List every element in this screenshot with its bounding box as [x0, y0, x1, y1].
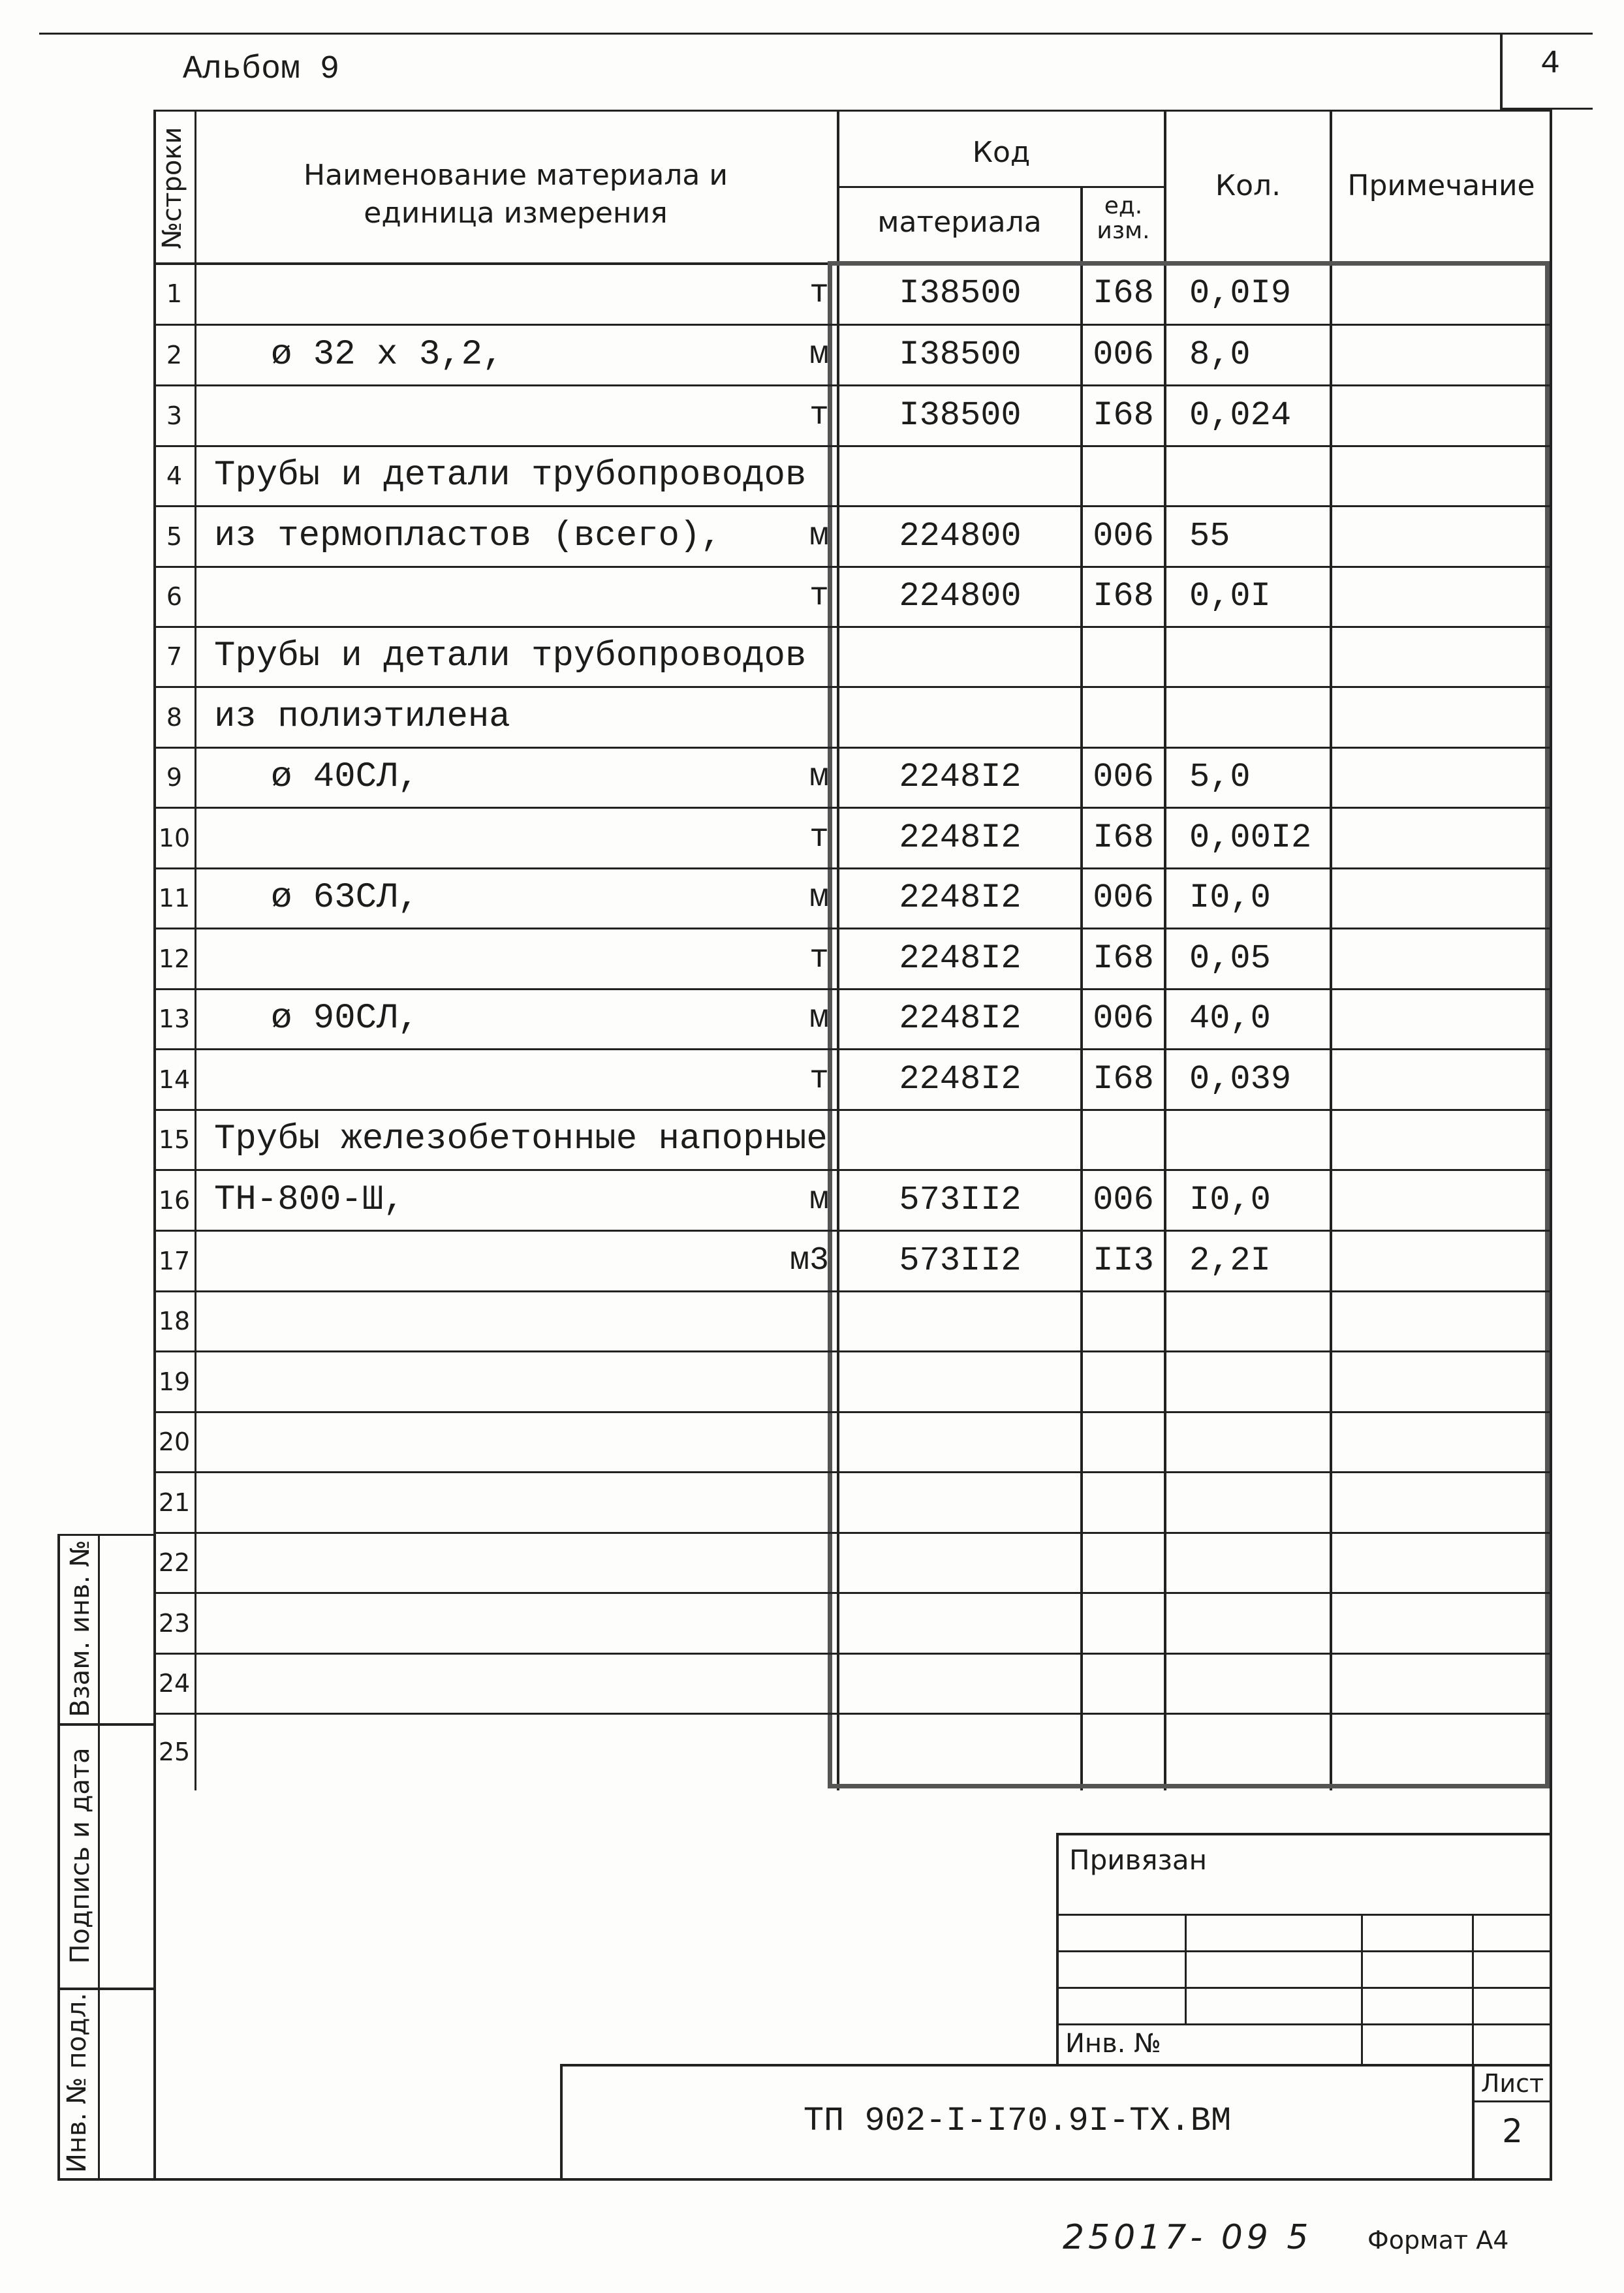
unit-code: 006 — [1093, 879, 1154, 917]
binding-box-top — [1057, 1833, 1552, 1835]
row-number: 15 — [158, 1125, 191, 1154]
header-qty: Кол. — [1215, 169, 1281, 202]
unit-code: 006 — [1093, 758, 1154, 796]
sheet-label: Лист — [1480, 2069, 1544, 2098]
row-divider — [153, 747, 1552, 749]
quantity: 2,2I — [1189, 1241, 1271, 1280]
quantity: 8,0 — [1189, 335, 1251, 374]
row-divider — [153, 566, 1552, 568]
quantity: I0,0 — [1189, 879, 1271, 917]
row-number: 10 — [158, 823, 191, 852]
material-name: Трубы и детали трубопроводов — [214, 636, 807, 676]
unit-code: I68 — [1093, 396, 1154, 435]
quantity: I0,0 — [1189, 1180, 1271, 1219]
header-name: Наименование материала и единица измерения — [304, 159, 728, 230]
material-name: Трубы железобетонные напорные — [214, 1119, 828, 1159]
quantity: 0,0I9 — [1189, 274, 1292, 313]
side-stamp-sep-1 — [57, 1723, 155, 1726]
row-number: 20 — [158, 1427, 191, 1456]
row-number: 5 — [166, 522, 183, 551]
binding-grid-line-2 — [1057, 1950, 1552, 1952]
binding-label: Привязан — [1069, 1844, 1208, 1876]
material-code: 2248I2 — [899, 939, 1022, 978]
material-name: из термопластов (всего), — [214, 516, 722, 556]
side-stamp-left — [57, 1534, 60, 2180]
binding-grid-line-1 — [1057, 1914, 1552, 1916]
row-number: 1 — [166, 279, 183, 308]
quantity: 0,0I — [1189, 577, 1271, 616]
row-divider — [153, 928, 1552, 929]
row-number: 17 — [158, 1246, 191, 1275]
row-number: 25 — [158, 1738, 191, 1766]
material-code: 2248I2 — [899, 999, 1022, 1038]
row-divider — [153, 1169, 1552, 1171]
unit-label: т — [809, 939, 829, 977]
header-code-unit: ед. изм. — [1097, 193, 1150, 244]
sheet-number-top: 4 — [1540, 46, 1560, 83]
quantity: 0,05 — [1189, 939, 1271, 978]
binding-grid-col-3 — [1472, 1914, 1474, 2066]
unit-label: м — [809, 517, 829, 555]
row-divider — [153, 807, 1552, 809]
unit-label: м — [809, 758, 829, 796]
unit-label: м — [809, 879, 829, 916]
row-number: 6 — [166, 582, 183, 611]
binding-box-left — [1056, 1833, 1059, 2066]
unit-code: I68 — [1093, 274, 1154, 313]
material-name: ТН-800-Ш, — [214, 1179, 405, 1220]
quantity: 5,0 — [1189, 758, 1251, 796]
row-number: 18 — [158, 1307, 191, 1335]
quantity: 0,039 — [1189, 1059, 1292, 1099]
quantity: 0,024 — [1189, 396, 1292, 435]
row-divider — [153, 1350, 1552, 1352]
header-row-no: №строки — [157, 127, 187, 249]
row-number: 23 — [158, 1608, 191, 1638]
unit-code: II3 — [1093, 1241, 1154, 1280]
row-number: 12 — [158, 944, 191, 973]
row-divider — [153, 867, 1552, 869]
unit-code: 006 — [1093, 516, 1154, 555]
archive-number: 25017- 09 5 — [1063, 2218, 1313, 2257]
row-divider — [153, 1592, 1552, 1594]
material-name: ø 63СЛ, — [271, 878, 419, 918]
material-name: Трубы и детали трубопроводов — [214, 456, 807, 495]
material-name: из полиэтилена — [214, 696, 510, 737]
row-number: 7 — [166, 642, 183, 671]
row-divider — [153, 324, 1552, 326]
row-number: 9 — [166, 763, 183, 792]
col-line-rowno — [195, 110, 196, 1790]
unit-code: I68 — [1093, 1059, 1154, 1099]
row-number: 16 — [158, 1185, 191, 1215]
header-code-material: материала — [877, 206, 1042, 239]
material-code: 573II2 — [899, 1180, 1022, 1219]
material-code: I38500 — [899, 396, 1022, 435]
signature-date-label: Подпись и дата — [65, 1747, 95, 1964]
unit-label: т — [809, 578, 829, 615]
row-divider — [153, 1532, 1552, 1534]
row-divider — [153, 445, 1552, 447]
unit-code: 006 — [1093, 335, 1154, 374]
row-divider — [153, 988, 1552, 990]
frame-bottom — [153, 2178, 1552, 2181]
replaced-inv-label: Взам. инв. № — [65, 1540, 95, 1717]
material-code: 2248I2 — [899, 1059, 1022, 1099]
unit-label: т — [809, 396, 829, 434]
header-note: Примечание — [1347, 169, 1535, 202]
material-name: ø 90СЛ, — [271, 999, 419, 1038]
material-code: 2248I2 — [899, 818, 1022, 857]
row-number: 8 — [166, 702, 183, 732]
quantity: 0,00I2 — [1189, 818, 1312, 857]
frame-top — [153, 110, 1552, 112]
unit-label: м — [809, 1181, 829, 1219]
row-divider — [153, 384, 1552, 386]
material-name: ø 40СЛ, — [271, 757, 419, 797]
row-divider — [153, 1109, 1552, 1111]
row-divider — [153, 626, 1552, 628]
code-subheader-line — [838, 186, 1165, 188]
row-divider — [153, 505, 1552, 507]
row-number: 11 — [158, 884, 191, 913]
row-divider — [153, 1471, 1552, 1473]
unit-code: 006 — [1093, 1180, 1154, 1219]
unit-code: I68 — [1093, 939, 1154, 978]
side-stamp-divider — [98, 1534, 100, 2180]
quantity: 40,0 — [1189, 999, 1271, 1038]
material-code: I38500 — [899, 335, 1022, 374]
row-divider — [153, 686, 1552, 688]
album-label: Альбом 9 — [183, 51, 340, 88]
row-divider — [153, 1290, 1552, 1292]
row-number: 21 — [158, 1488, 191, 1517]
row-number: 14 — [158, 1065, 191, 1094]
material-code: I38500 — [899, 274, 1022, 313]
row-number: 13 — [158, 1005, 191, 1033]
unit-label: м — [809, 1000, 829, 1037]
row-number: 24 — [158, 1669, 191, 1698]
material-name: ø 32 х 3,2, — [271, 334, 504, 375]
unit-label: т — [809, 275, 829, 312]
unit-label: м — [809, 335, 829, 373]
row-number: 22 — [158, 1548, 191, 1577]
sheet-number: 2 — [1502, 2112, 1523, 2150]
sheet-label-line — [1473, 2100, 1552, 2102]
row-number: 2 — [166, 340, 183, 369]
unit-code: 006 — [1093, 999, 1154, 1038]
binding-grid-col-1 — [1185, 1914, 1187, 2025]
row-number: 3 — [166, 401, 183, 430]
unit-code: I68 — [1093, 818, 1154, 857]
orig-inv-label: Инв. № подл. — [62, 1993, 92, 2173]
row-divider — [153, 1230, 1552, 1232]
inv-no-label: Инв. № — [1065, 2029, 1161, 2059]
row-divider — [153, 1411, 1552, 1413]
binding-grid-line-3 — [1057, 1987, 1552, 1989]
material-code: 2248I2 — [899, 879, 1022, 917]
frame-right — [1550, 110, 1552, 2180]
quantity: 55 — [1189, 516, 1230, 555]
unit-label: т — [809, 819, 829, 856]
material-code: 2248I2 — [899, 758, 1022, 796]
format-label: Формат А4 — [1367, 2226, 1509, 2254]
document-designation: ТП 902-I-I70.9I-ТХ.ВМ — [803, 2102, 1232, 2140]
designation-box-top — [561, 2064, 1552, 2067]
unit-label: т — [809, 1060, 829, 1098]
row-divider — [153, 1048, 1552, 1050]
header-code: Код — [972, 136, 1031, 169]
row-divider — [153, 1653, 1552, 1655]
row-number: 4 — [166, 461, 183, 490]
row-number: 19 — [158, 1367, 191, 1396]
row-divider — [153, 1713, 1552, 1715]
unit-code: I68 — [1093, 577, 1154, 616]
material-code: 224800 — [899, 516, 1022, 555]
material-code: 573II2 — [899, 1241, 1022, 1280]
binding-grid-line-4 — [1057, 2023, 1552, 2025]
material-code: 224800 — [899, 577, 1022, 616]
binding-grid-col-2 — [1361, 1914, 1363, 2066]
unit-label: м3 — [789, 1241, 829, 1279]
